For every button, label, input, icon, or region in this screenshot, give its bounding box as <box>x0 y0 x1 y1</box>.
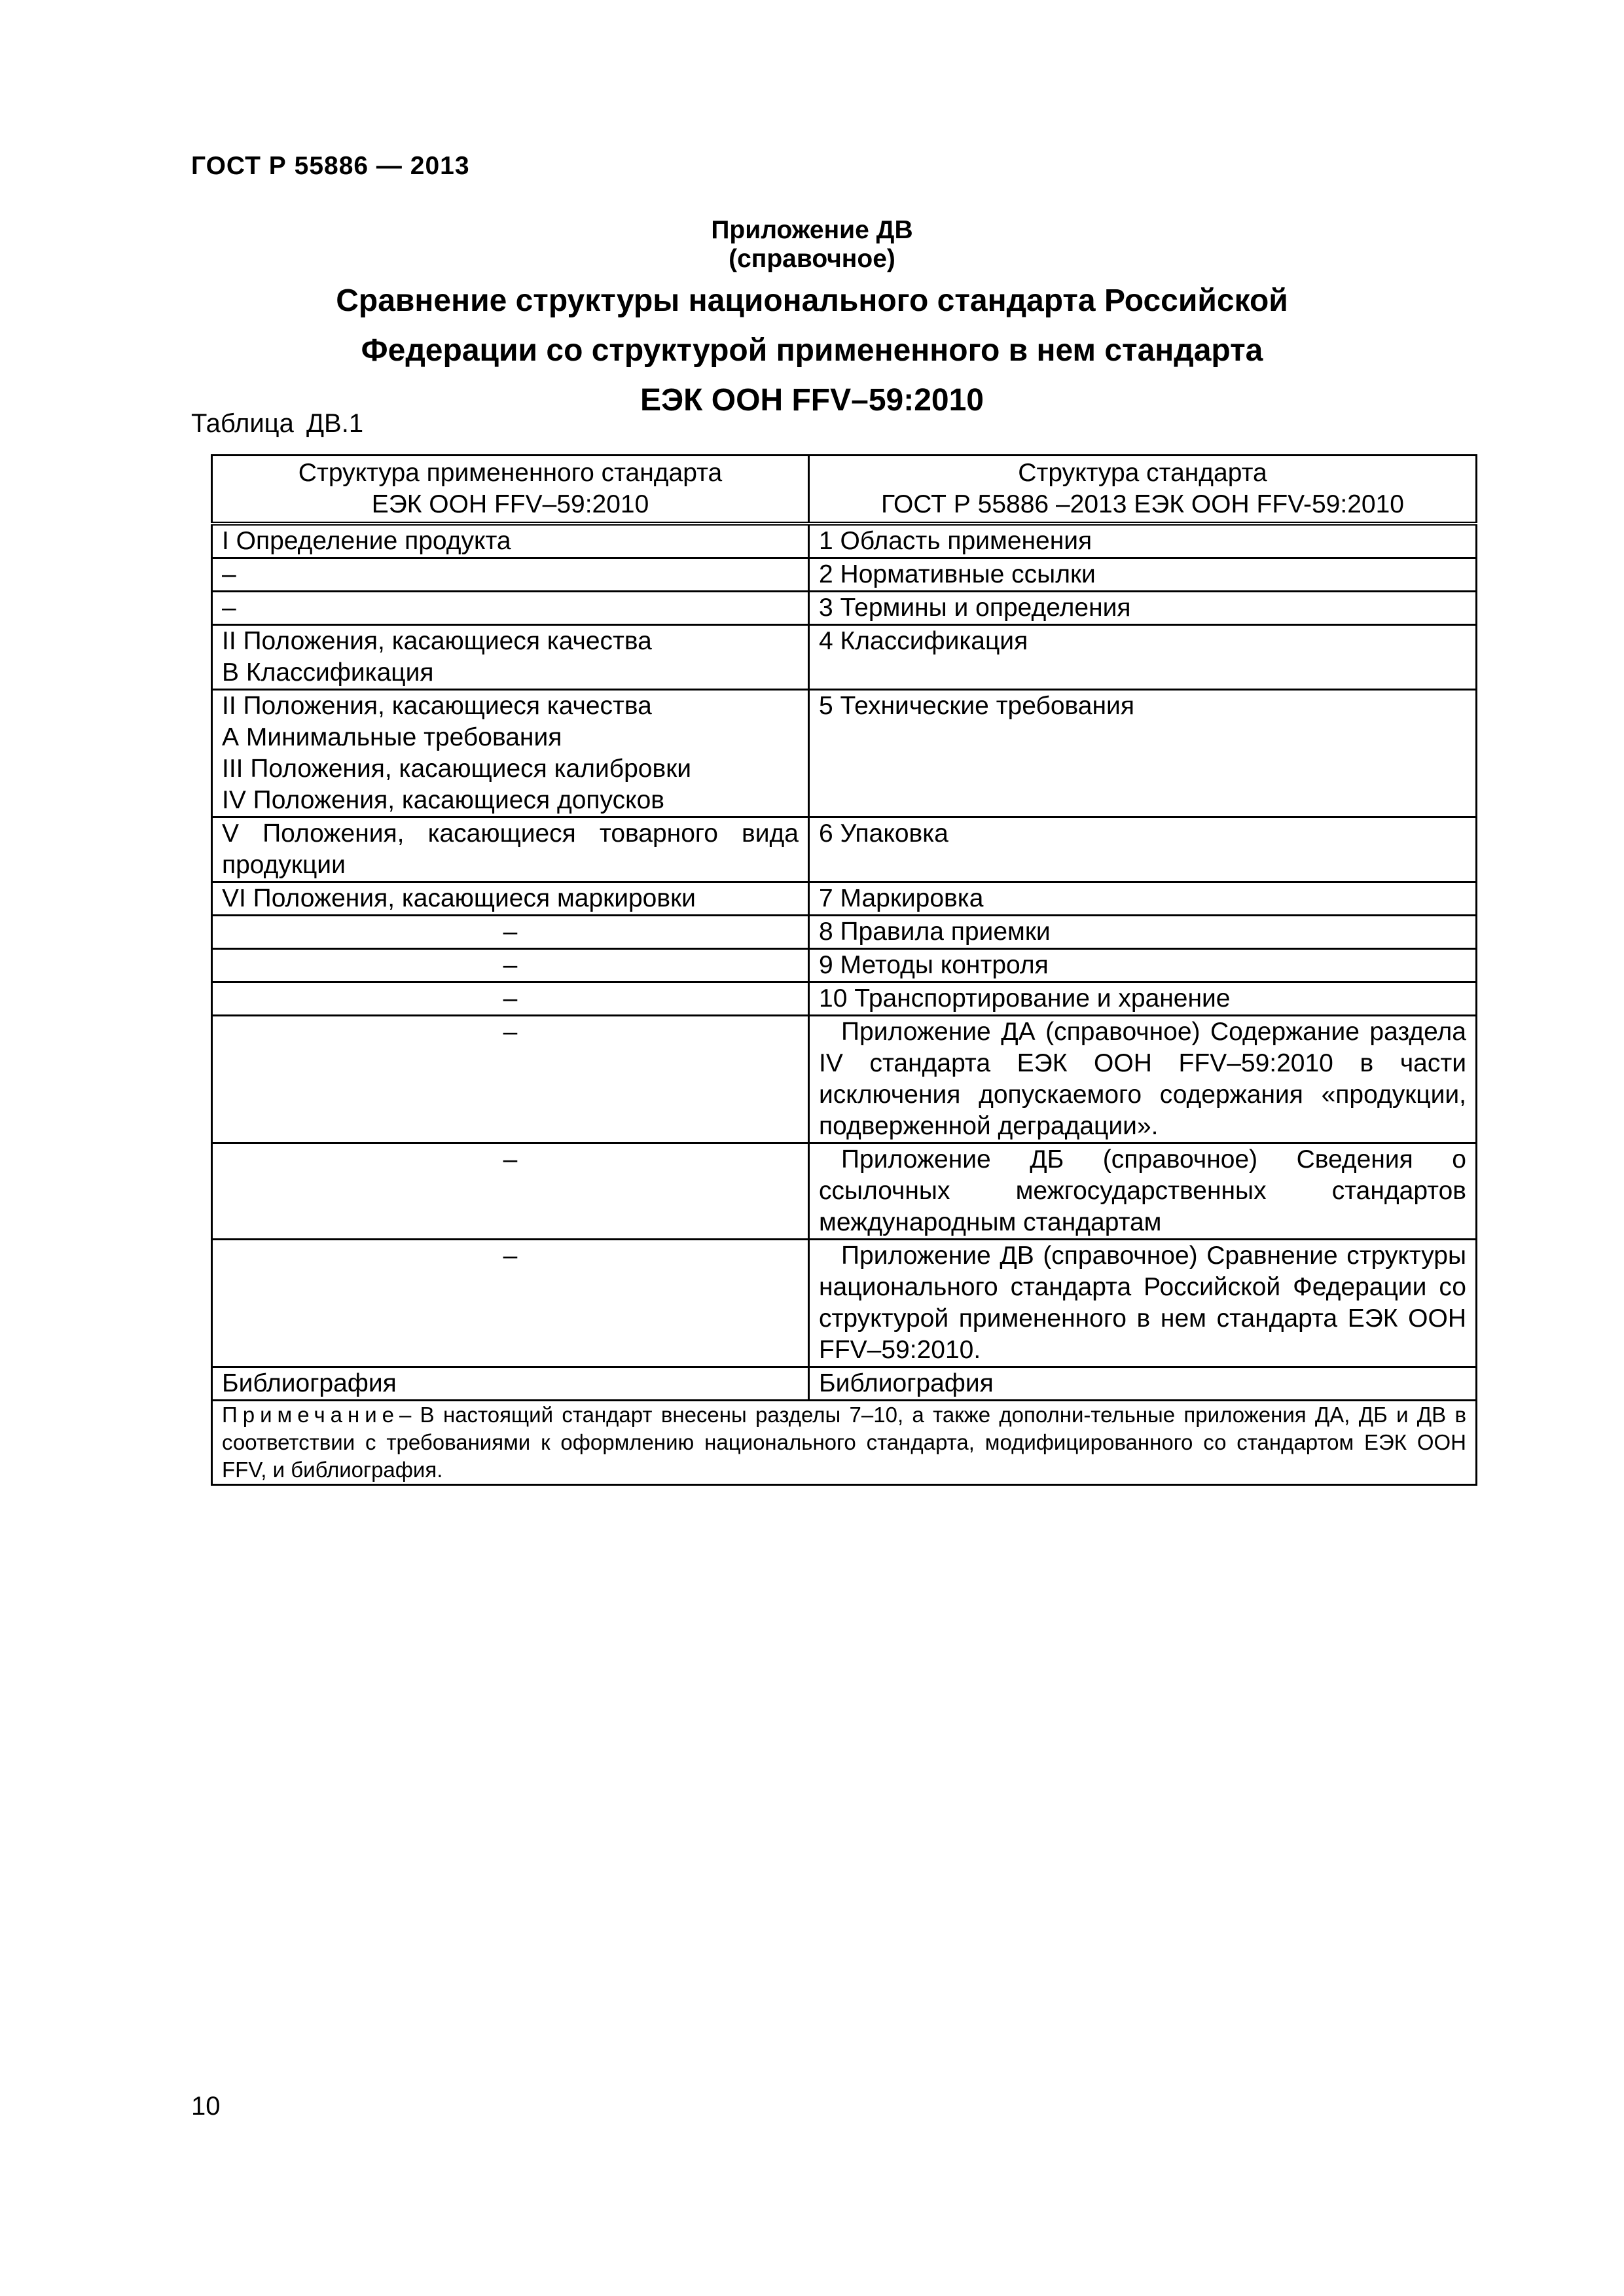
page-number: 10 <box>191 2092 221 2121</box>
cell-left: – <box>212 982 809 1016</box>
annex-title-line2: Федерации со структурой примененного в нем стандарта <box>361 333 1263 368</box>
annex-title <box>0 276 1624 425</box>
table-row <box>212 1143 1477 1240</box>
table-row <box>212 625 1477 690</box>
header-cell-national-standard: Структура стандарта ГОСТ Р 55886 –2013 ЕЭК ООН FFV-59:2010 <box>809 456 1477 524</box>
cell-left: VI Положения, касающиеся маркировки <box>212 882 809 916</box>
cell-right: 7 Маркировка <box>809 882 1477 916</box>
table-row <box>212 882 1477 916</box>
table-row <box>212 1016 1477 1143</box>
cell-right: Приложение ДА (справочное) Содержание раздела IV стандарта ЕЭК ООН FFV–59:2010 в части исключения допускаемого содержания «продукции, подверженной деградации». <box>809 1016 1477 1143</box>
cell-left: – <box>212 1016 809 1143</box>
annex-status: (справочное) <box>729 245 895 273</box>
cell-right: 2 Нормативные ссылки <box>809 558 1477 592</box>
table-note <box>212 1401 1477 1485</box>
document-header: ГОСТ Р 55886 — 2013 <box>191 152 470 180</box>
cell-right: Библиография <box>809 1367 1477 1401</box>
annex-title-line3: ЕЭК ООН FFV–59:2010 <box>640 383 984 418</box>
table-row <box>212 982 1477 1016</box>
cell-right: Приложение ДБ (справочное) Сведения о ссылочных межгосударственных стандартов международным стандартам <box>809 1143 1477 1240</box>
cell-left: – <box>212 916 809 949</box>
table-note-row <box>212 1401 1477 1485</box>
cell-right: 3 Термины и определения <box>809 592 1477 625</box>
cell-left: II Положения, касающиеся качества А Минимальные требования III Положения, касающиеся калибровки IV Положения, касающиеся допусков <box>212 690 809 817</box>
table-row <box>212 916 1477 949</box>
cell-right: Приложение ДВ (справочное) Сравнение структуры национального стандарта Российской Федерации со структурой примененного в нем стандарта ЕЭК ООН FFV–59:2010. <box>809 1240 1477 1367</box>
table-row <box>212 558 1477 592</box>
note-label: Примечание <box>222 1403 400 1427</box>
table-caption-number: ДВ.1 <box>306 409 364 438</box>
header-cell-applied-standard: Структура примененного стандарта ЕЭК ООН FFV–59:2010 <box>212 456 809 524</box>
cell-right: 10 Транспортирование и хранение <box>809 982 1477 1016</box>
table-row <box>212 1367 1477 1401</box>
cell-left: – <box>212 1240 809 1367</box>
cell-left: – <box>212 558 809 592</box>
cell-right: 6 Упаковка <box>809 817 1477 882</box>
table-row <box>212 949 1477 982</box>
cell-left: Библиография <box>212 1367 809 1401</box>
cell-right: 4 Классификация <box>809 625 1477 690</box>
annex-label: Приложение ДВ <box>711 216 913 244</box>
table-row <box>212 524 1477 558</box>
table-row <box>212 1240 1477 1367</box>
structure-comparison-table <box>211 454 1477 1486</box>
note-text: – В настоящий стандарт внесены разделы 7–10, а также дополни-тельные приложения ДА, ДБ и ДВ в соответствии с требованиями к оформлению национального стандарта, модифицированного со стандартом ЕЭК ООН FFV, и библиография. <box>222 1403 1466 1482</box>
cell-right: 5 Технические требования <box>809 690 1477 817</box>
cell-right: 1 Область применения <box>809 524 1477 558</box>
cell-left: – <box>212 949 809 982</box>
cell-left: – <box>212 592 809 625</box>
annex-heading <box>0 216 1624 425</box>
cell-right: 8 Правила приемки <box>809 916 1477 949</box>
table-caption-word: Таблица <box>191 409 294 438</box>
cell-right: 9 Методы контроля <box>809 949 1477 982</box>
cell-left: V Положения, касающиеся товарного вида продукции <box>212 817 809 882</box>
cell-left: I Определение продукта <box>212 524 809 558</box>
table-caption <box>191 409 363 439</box>
cell-left: II Положения, касающиеся качества В Классификация <box>212 625 809 690</box>
table-row <box>212 817 1477 882</box>
annex-title-line1: Сравнение структуры национального стандарта Российской <box>336 283 1288 318</box>
table-header-row <box>212 456 1477 524</box>
table-row <box>212 690 1477 817</box>
cell-left: – <box>212 1143 809 1240</box>
table-row <box>212 592 1477 625</box>
